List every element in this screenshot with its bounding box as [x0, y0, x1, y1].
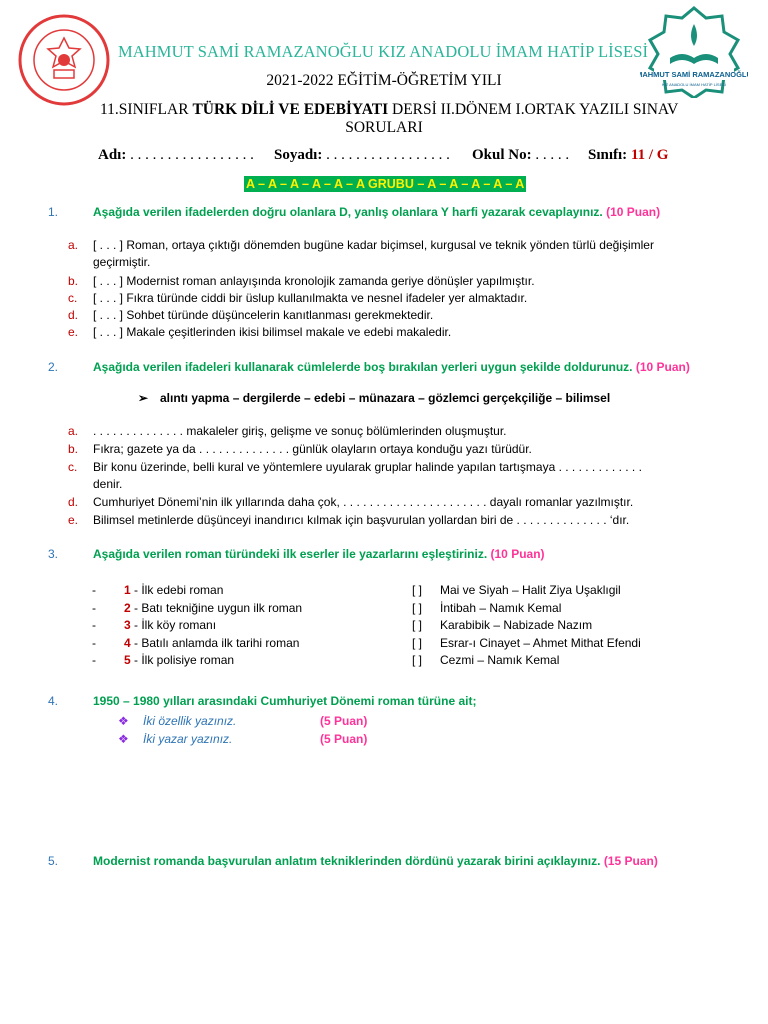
class-field — [588, 147, 668, 164]
school-name: MAHMUT SAMİ RAMAZANOĞLU KIZ ANADOLU İMAM HATİP LİSESİ — [118, 42, 649, 61]
ministry-seal-logo — [18, 14, 110, 106]
q3-answer-box[interactable]: [ ] — [412, 618, 423, 632]
school-no-field[interactable] — [472, 147, 569, 164]
q2-item-c: Bir konu üzerinde, belli kural ve yöntemlere uyularak gruplar halinde yapılan tartışmaya . . . . . . . . . . . . . — [93, 460, 642, 474]
q3-row-label: - Batılı anlamda ilk tarihi roman — [130, 636, 300, 650]
q3-match-item: İntibah – Namık Kemal — [440, 601, 562, 615]
exam-title — [100, 101, 700, 119]
q3-match-item: Karabibik – Nabizade Nazım — [440, 618, 593, 632]
exam-title-course: TÜRK DİLİ VE EDEBİYATI — [192, 101, 389, 118]
q3-answer-box[interactable]: [ ] — [412, 653, 423, 667]
q3-row-dash: - — [92, 583, 96, 597]
q1-points: (10 Puan) — [606, 205, 661, 219]
q3-row-num: 3 — [124, 618, 131, 632]
q3-row-3 — [124, 618, 216, 632]
q2-item-d: Cumhuriyet Dönemi’nin ilk yıllarında daha çok, . . . . . . . . . . . . . . . . . . . . . . dayalı romanlar yazılmıştır. — [93, 495, 634, 509]
q3-row-2 — [124, 601, 302, 615]
q2-item-c-cont: denir. — [93, 477, 123, 491]
q2-points: (10 Puan) — [635, 360, 690, 374]
q2-item-e: Bilimsel metinlerde düşünceyi inandırıcı kılmak için başvurulan yollardan biri de . . . . . . . . . . . . . . ‘dır. — [93, 513, 630, 527]
q1-item-letter: e. — [68, 325, 79, 339]
q1-item-d: [ . . . ] Sohbet türünde düşüncelerin kanıtlanması gerekmektedir. — [93, 308, 434, 322]
q3-row-dash: - — [92, 636, 96, 650]
q2-item-letter: d. — [68, 495, 79, 509]
q3-row-4 — [124, 636, 299, 650]
q2-item-letter: a. — [68, 424, 79, 438]
q5-prompt: Modernist romanda başvurulan anlatım tekniklerinden dördünü yazarak birini açıklayınız. — [93, 854, 601, 868]
q3-row-num: 1 — [124, 583, 131, 597]
q3-row-num: 5 — [124, 653, 131, 667]
q3-number: 3. — [48, 547, 59, 561]
school-no-label: Okul No: — [472, 147, 532, 163]
q1-item-a-cont: geçirmiştir. — [93, 255, 151, 269]
surname-dots: . . . . . . . . . . . . . . . . . — [326, 147, 450, 163]
q3-row-dash: - — [92, 618, 96, 632]
q1-text — [93, 205, 660, 219]
q3-row-label: - İlk edebi roman — [130, 583, 224, 597]
q1-item-e: [ . . . ] Makale çeşitlerinden ikisi bilimsel makale ve edebi makaledir. — [93, 325, 452, 339]
q1-item-letter: d. — [68, 308, 79, 322]
q1-item-letter: a. — [68, 238, 79, 252]
name-label: Adı: — [98, 147, 127, 163]
q1-item-c: [ . . . ] Fıkra türünde ciddi bir üslup kullanılmakta ve nesnel ifadeler yer almaktadır. — [93, 291, 528, 305]
q4-sub-1: İki özellik yazınız. — [143, 714, 237, 728]
q1-item-a: [ . . . ] Roman, ortaya çıktığı dönemden bugüne kadar biçimsel, kurgusal ve teknik yönden türlü değişimler — [93, 238, 654, 252]
name-dots: . . . . . . . . . . . . . . . . . — [130, 147, 254, 163]
surname-label: Soyadı: — [274, 147, 323, 163]
exam-title-suffix: DERSİ II.DÖNEM I.ORTAK YAZILI SINAV — [392, 101, 679, 118]
q1-item-letter: b. — [68, 274, 79, 288]
q3-row-label: - Batı tekniğine uygun ilk roman — [130, 601, 303, 615]
q3-row-1 — [124, 583, 223, 597]
school-logo-subtitle: KIZ ANADOLU İMAM HATİP LİSESİ — [661, 82, 727, 87]
q3-row-dash: - — [92, 601, 96, 615]
q4-prompt: 1950 – 1980 yılları arasındaki Cumhuriyet Dönemi roman türüne ait; — [93, 694, 477, 708]
q3-row-dash: - — [92, 653, 96, 667]
q2-word-list: alıntı yapma – dergilerde – edebi – münazara – gözlemci gerçekçiliğe – bilimsel — [160, 391, 611, 405]
class-value: 11 / G — [630, 147, 669, 163]
name-field[interactable] — [98, 147, 254, 164]
q4-sub-2: İki yazar yazınız. — [143, 732, 233, 746]
exam-title-prefix: 11.SINIFLAR — [100, 101, 189, 118]
q4-sub-1-points: (5 Puan) — [320, 714, 368, 728]
q2-number: 2. — [48, 360, 59, 374]
exam-title-line2: SORULARI — [345, 119, 423, 136]
q1-item-b: [ . . . ] Modernist roman anlayışında kronolojik zamanda geriye dönüşler yapılmıştır. — [93, 274, 535, 288]
q2-text — [93, 360, 690, 374]
diamond-bullet-icon: ❖ — [118, 714, 129, 728]
q3-row-num: 2 — [124, 601, 131, 615]
q5-number: 5. — [48, 854, 59, 868]
q3-prompt: Aşağıda verilen roman türündeki ilk eserler ile yazarlarını eşleştiriniz. — [93, 547, 488, 561]
q4-sub-2-points: (5 Puan) — [320, 732, 368, 746]
q3-match-item: Esrar-ı Cinayet – Ahmet Mithat Efendi — [440, 636, 641, 650]
q2-item-letter: e. — [68, 513, 79, 527]
q1-prompt: Aşağıda verilen ifadelerden doğru olanlara D, yanlış olanlara Y harfi yazarak cevaplayınız. — [93, 205, 603, 219]
q3-row-num: 4 — [124, 636, 131, 650]
q2-item-b: Fıkra; gazete ya da . . . . . . . . . . . . . . günlük olayların ortaya konduğu yazı türüdür. — [93, 442, 532, 456]
q3-match-item: Cezmi – Namık Kemal — [440, 653, 560, 667]
arrow-bullet-icon: ➢ — [138, 391, 149, 405]
q3-match-item: Mai ve Siyah – Halit Ziya Uşaklıgil — [440, 583, 621, 597]
q3-points: (10 Puan) — [490, 547, 545, 561]
diamond-bullet-icon: ❖ — [118, 732, 129, 746]
q3-row-label: - İlk polisiye roman — [130, 653, 235, 667]
q3-row-label: - İlk köy romanı — [130, 618, 217, 632]
q1-number: 1. — [48, 205, 59, 219]
q3-text — [93, 547, 545, 561]
group-banner: A – A – A – A – A – A GRUBU – A – A – A – A – A — [246, 177, 525, 191]
q1-item-letter: c. — [68, 291, 78, 305]
academic-year: 2021-2022 EĞİTİM-ÖĞRETİM YILI — [266, 72, 502, 89]
q2-item-letter: c. — [68, 460, 78, 474]
q3-answer-box[interactable]: [ ] — [412, 583, 423, 597]
q3-row-5 — [124, 653, 234, 667]
school-logo-name: MAHMUT SAMİ RAMAZANOĞLU — [640, 70, 748, 79]
q2-item-letter: b. — [68, 442, 79, 456]
q3-answer-box[interactable]: [ ] — [412, 636, 423, 650]
surname-field[interactable] — [274, 147, 450, 164]
q2-item-a: . . . . . . . . . . . . . . makaleler giriş, gelişme ve sonuç bölümlerinden oluşmuştur. — [93, 424, 507, 438]
q5-points: (15 Puan) — [603, 854, 658, 868]
school-no-dots: . . . . . — [535, 147, 570, 163]
q3-answer-box[interactable]: [ ] — [412, 601, 423, 615]
q4-number: 4. — [48, 694, 59, 708]
class-label: Sınıfı: — [588, 147, 628, 163]
q2-prompt: Aşağıda verilen ifadeleri kullanarak cümlelerde boş bırakılan yerleri uygun şekilde doldurunuz. — [93, 360, 633, 374]
q5-text — [93, 854, 658, 868]
